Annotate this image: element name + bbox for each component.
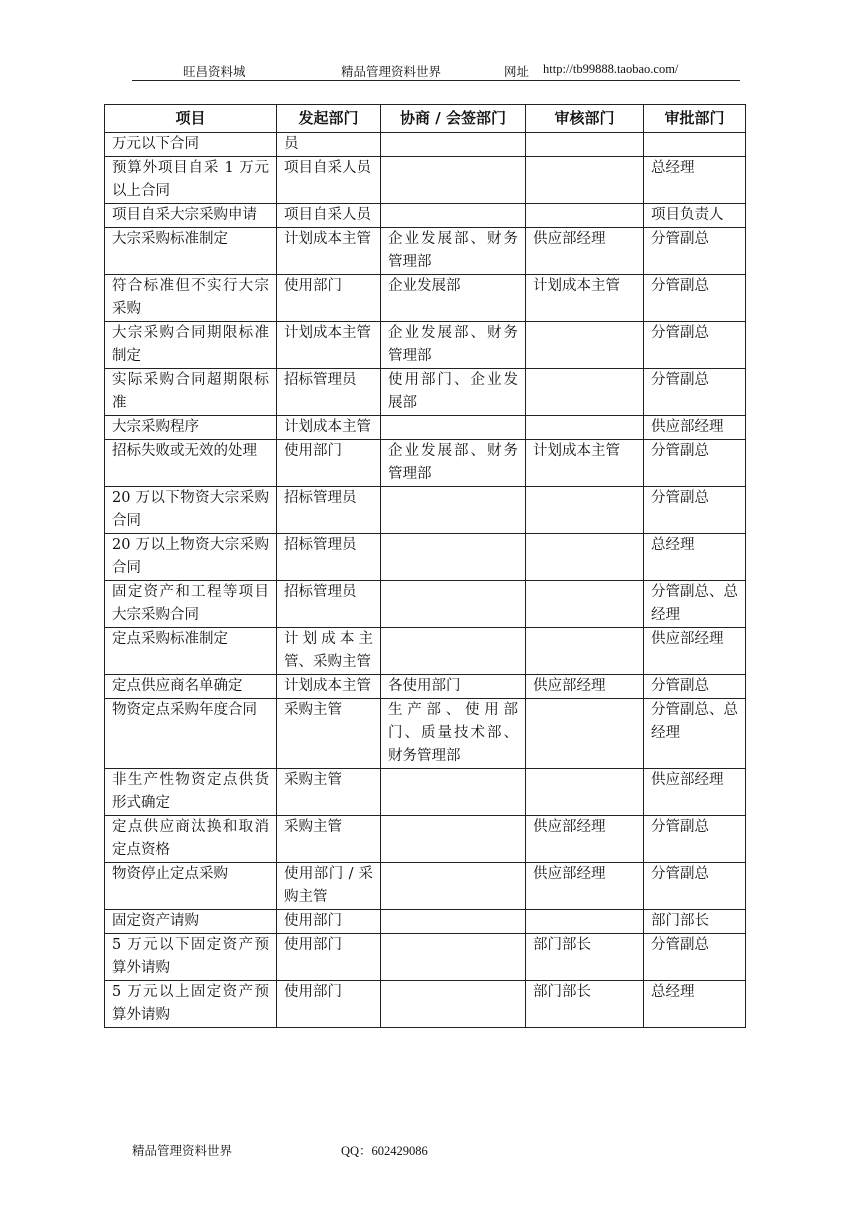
cell-review bbox=[526, 204, 644, 228]
cell-consult bbox=[381, 863, 526, 910]
cell-item: 定点采购标准制定 bbox=[105, 628, 277, 675]
cell-initiator: 使用部门 bbox=[277, 910, 381, 934]
cell-consult: 生产部、使用部门、质量技术部、财务管理部 bbox=[381, 699, 526, 769]
cell-approve: 分管副总 bbox=[644, 228, 746, 275]
table-row bbox=[105, 440, 746, 487]
cell-initiator: 使用部门 bbox=[277, 440, 381, 487]
cell-consult bbox=[381, 204, 526, 228]
cell-item: 招标失败或无效的处理 bbox=[105, 440, 277, 487]
cell-consult bbox=[381, 910, 526, 934]
table-row bbox=[105, 769, 746, 816]
cell-item: 定点供应商汰换和取消定点资格 bbox=[105, 816, 277, 863]
cell-approve: 总经理 bbox=[644, 981, 746, 1028]
cell-consult bbox=[381, 534, 526, 581]
cell-item: 5 万元以上固定资产预算外请购 bbox=[105, 981, 277, 1028]
cell-approve: 供应部经理 bbox=[644, 416, 746, 440]
cell-item: 预算外项目自采 1 万元以上合同 bbox=[105, 157, 277, 204]
table-row bbox=[105, 699, 746, 769]
cell-consult bbox=[381, 581, 526, 628]
col-header-item: 项目 bbox=[105, 105, 277, 133]
cell-item: 万元以下合同 bbox=[105, 133, 277, 157]
cell-item: 固定资产和工程等项目大宗采购合同 bbox=[105, 581, 277, 628]
cell-item: 实际采购合同超期限标准 bbox=[105, 369, 277, 416]
cell-initiator: 招标管理员 bbox=[277, 534, 381, 581]
cell-consult bbox=[381, 981, 526, 1028]
header-site-title: 精品管理资料世界 bbox=[341, 64, 442, 79]
approval-table bbox=[104, 104, 746, 1028]
cell-approve: 分管副总 bbox=[644, 816, 746, 863]
col-header-approve: 审批部门 bbox=[644, 105, 746, 133]
cell-initiator: 计划成本主管 bbox=[277, 675, 381, 699]
cell-consult: 企业发展部、财务管理部 bbox=[381, 322, 526, 369]
cell-initiator: 使用部门 bbox=[277, 275, 381, 322]
cell-consult bbox=[381, 133, 526, 157]
cell-review bbox=[526, 581, 644, 628]
table-row bbox=[105, 204, 746, 228]
col-header-review: 审核部门 bbox=[526, 105, 644, 133]
cell-review bbox=[526, 369, 644, 416]
page-footer bbox=[0, 1141, 868, 1161]
cell-consult: 企业发展部、财务管理部 bbox=[381, 228, 526, 275]
cell-consult: 使用部门、企业发展部 bbox=[381, 369, 526, 416]
cell-initiator: 项目自采人员 bbox=[277, 157, 381, 204]
cell-approve: 分管副总、总经理 bbox=[644, 581, 746, 628]
cell-initiator: 招标管理员 bbox=[277, 369, 381, 416]
cell-consult bbox=[381, 816, 526, 863]
cell-initiator: 员 bbox=[277, 133, 381, 157]
cell-approve: 供应部经理 bbox=[644, 769, 746, 816]
table-row bbox=[105, 322, 746, 369]
table-row bbox=[105, 628, 746, 675]
cell-review: 供应部经理 bbox=[526, 863, 644, 910]
cell-consult bbox=[381, 487, 526, 534]
cell-approve: 分管副总 bbox=[644, 369, 746, 416]
cell-review bbox=[526, 628, 644, 675]
table-row bbox=[105, 816, 746, 863]
cell-initiator: 采购主管 bbox=[277, 769, 381, 816]
table-row bbox=[105, 934, 746, 981]
cell-review bbox=[526, 157, 644, 204]
cell-initiator: 使用部门 bbox=[277, 934, 381, 981]
cell-item: 项目自采大宗采购申请 bbox=[105, 204, 277, 228]
col-header-initiator: 发起部门 bbox=[277, 105, 381, 133]
footer-qq: QQ：602429086 bbox=[341, 1144, 428, 1158]
cell-item: 20 万以下物资大宗采购合同 bbox=[105, 487, 277, 534]
cell-approve: 分管副总 bbox=[644, 863, 746, 910]
cell-review: 部门部长 bbox=[526, 981, 644, 1028]
cell-item: 物资定点采购年度合同 bbox=[105, 699, 277, 769]
cell-review bbox=[526, 133, 644, 157]
cell-initiator: 使用部门 bbox=[277, 981, 381, 1028]
cell-approve: 分管副总 bbox=[644, 322, 746, 369]
table-row bbox=[105, 275, 746, 322]
cell-initiator: 使用部门 / 采购主管 bbox=[277, 863, 381, 910]
cell-approve: 项目负责人 bbox=[644, 204, 746, 228]
cell-consult bbox=[381, 157, 526, 204]
cell-item: 固定资产请购 bbox=[105, 910, 277, 934]
cell-approve: 总经理 bbox=[644, 157, 746, 204]
cell-approve bbox=[644, 133, 746, 157]
cell-approve: 分管副总 bbox=[644, 275, 746, 322]
cell-approve: 分管副总、总经理 bbox=[644, 699, 746, 769]
table-row bbox=[105, 863, 746, 910]
table-row bbox=[105, 228, 746, 275]
cell-item: 符合标准但不实行大宗采购 bbox=[105, 275, 277, 322]
cell-review: 供应部经理 bbox=[526, 816, 644, 863]
table-row bbox=[105, 910, 746, 934]
table-row bbox=[105, 369, 746, 416]
cell-initiator: 计划成本主管 bbox=[277, 322, 381, 369]
cell-initiator: 计划成本主管 bbox=[277, 416, 381, 440]
cell-initiator: 招标管理员 bbox=[277, 581, 381, 628]
table-row bbox=[105, 581, 746, 628]
cell-consult: 各使用部门 bbox=[381, 675, 526, 699]
cell-item: 大宗采购程序 bbox=[105, 416, 277, 440]
cell-review bbox=[526, 534, 644, 581]
cell-approve: 分管副总 bbox=[644, 934, 746, 981]
table-row bbox=[105, 487, 746, 534]
cell-review bbox=[526, 910, 644, 934]
cell-review bbox=[526, 322, 644, 369]
cell-initiator: 计划成本主管、采购主管 bbox=[277, 628, 381, 675]
cell-initiator: 项目自采人员 bbox=[277, 204, 381, 228]
cell-review: 计划成本主管 bbox=[526, 275, 644, 322]
cell-review: 计划成本主管 bbox=[526, 440, 644, 487]
footer-site-title: 精品管理资料世界 bbox=[132, 1143, 233, 1158]
table-row bbox=[105, 981, 746, 1028]
cell-item: 大宗采购合同期限标准制定 bbox=[105, 322, 277, 369]
cell-consult bbox=[381, 416, 526, 440]
col-header-consult: 协商 / 会签部门 bbox=[381, 105, 526, 133]
cell-review bbox=[526, 487, 644, 534]
cell-initiator: 计划成本主管 bbox=[277, 228, 381, 275]
cell-approve: 分管副总 bbox=[644, 675, 746, 699]
cell-item: 5 万元以下固定资产预算外请购 bbox=[105, 934, 277, 981]
cell-item: 非生产性物资定点供货形式确定 bbox=[105, 769, 277, 816]
cell-consult: 企业发展部 bbox=[381, 275, 526, 322]
cell-approve: 分管副总 bbox=[644, 440, 746, 487]
header-shop-name: 旺昌资料城 bbox=[183, 64, 246, 79]
cell-consult: 企业发展部、财务管理部 bbox=[381, 440, 526, 487]
cell-review bbox=[526, 416, 644, 440]
table-header-row bbox=[105, 105, 746, 133]
cell-item: 物资停止定点采购 bbox=[105, 863, 277, 910]
cell-consult bbox=[381, 628, 526, 675]
cell-item: 20 万以上物资大宗采购合同 bbox=[105, 534, 277, 581]
cell-item: 定点供应商名单确定 bbox=[105, 675, 277, 699]
cell-approve: 分管副总 bbox=[644, 487, 746, 534]
cell-initiator: 采购主管 bbox=[277, 816, 381, 863]
header-url-label: 网址 bbox=[504, 64, 530, 79]
cell-review bbox=[526, 699, 644, 769]
header-url-link[interactable]: http://tb99888.taobao.com/ bbox=[543, 62, 679, 76]
table-body bbox=[105, 133, 746, 1028]
cell-initiator: 招标管理员 bbox=[277, 487, 381, 534]
table-row bbox=[105, 534, 746, 581]
cell-approve: 供应部经理 bbox=[644, 628, 746, 675]
cell-review bbox=[526, 769, 644, 816]
cell-consult bbox=[381, 934, 526, 981]
cell-consult bbox=[381, 769, 526, 816]
cell-item: 大宗采购标准制定 bbox=[105, 228, 277, 275]
cell-review: 供应部经理 bbox=[526, 675, 644, 699]
table-row bbox=[105, 416, 746, 440]
table-row bbox=[105, 157, 746, 204]
cell-approve: 部门部长 bbox=[644, 910, 746, 934]
cell-approve: 总经理 bbox=[644, 534, 746, 581]
cell-initiator: 采购主管 bbox=[277, 699, 381, 769]
table-row bbox=[105, 675, 746, 699]
header-divider bbox=[132, 80, 740, 81]
cell-review: 部门部长 bbox=[526, 934, 644, 981]
table-row bbox=[105, 133, 746, 157]
cell-review: 供应部经理 bbox=[526, 228, 644, 275]
